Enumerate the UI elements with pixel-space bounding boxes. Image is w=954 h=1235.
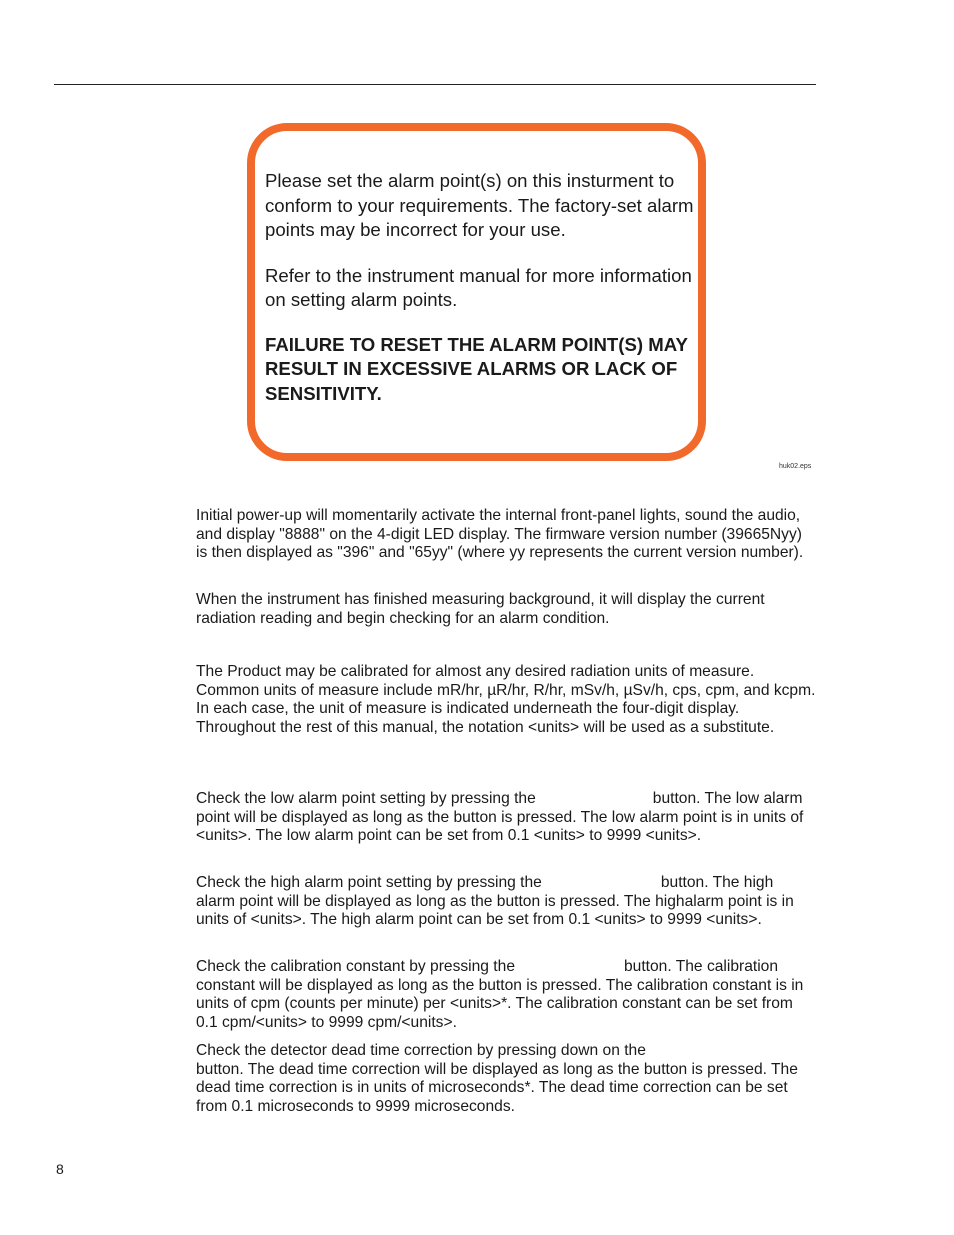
notice-body	[265, 169, 695, 406]
powerup-text-1: Initial power-up will momentarily activate the internal front-panel lights, sound the audio, and display "8888" on the 4-digit LED display. The firmware version number (39665Nyy) is then displayed as "396" and "65yy" (where yy represents the current version number).	[196, 507, 804, 562]
units-paragraph	[196, 663, 816, 738]
low-alarm-paragraph	[196, 790, 816, 846]
dead-time-paragraph	[196, 1042, 816, 1117]
page-number: 8	[56, 1161, 64, 1177]
notice-paragraph-1: Please set the alarm point(s) on this insturment to conform to your requirements. The factory-set alarm points may be incorrect for your use.	[265, 170, 694, 240]
powerup-text-2: When the instrument has finished measuring background, it will display the current radiation reading and begin checking for an alarm condition.	[196, 591, 765, 627]
dead-time-text-start: Check the detector dead time correction by pressing down on the	[196, 1042, 646, 1059]
notice-warning: FAILURE TO RESET THE ALARM POINT(S) MAY RESULT IN EXCESSIVE ALARMS OR LACK OF SENSITIVITY.	[265, 333, 688, 404]
powerup-paragraph-2	[196, 591, 816, 628]
dead-time-text-end: button. The dead time correction will be displayed as long as the button is pressed. The dead time correction is in units of microseconds*. The dead time correction can be set from 0.1 microseconds to 9999 microseconds.	[196, 1060, 798, 1116]
high-alarm-text-end: button. The high alarm point will be displayed as long as the button is pressed. The highalarm point is in units of <units>. The high alarm point can be set from 0.1 <units> to 9999 <units>.	[196, 874, 794, 929]
units-text: The Product may be calibrated for almost any desired radiation units of measure. Common units of measure include mR/hr, µR/hr, R/hr, mSv/h, µSv/h, cps, cpm, and kcpm. In each case, the unit of measure is indicated underneath the four-digit display. Throughout the rest of this manual, the notation <units> will be used as a substitute.	[196, 663, 816, 737]
header-rule	[54, 84, 816, 85]
notice-paragraph-2: Refer to the instrument manual for more information on setting alarm points.	[265, 264, 692, 310]
high-alarm-paragraph	[196, 874, 816, 930]
low-alarm-text-end: button. The low alarm point will be displayed as long as the button is pressed. The low alarm point is in units of <units>. The low alarm point can be set from 0.1 <units> to 9999 <units>.	[196, 790, 804, 845]
calibration-text-start: Check the calibration constant by pressing the	[196, 958, 515, 975]
figure-id: huk02.eps	[779, 463, 812, 470]
alarm-notice-box	[247, 123, 706, 461]
calibration-text-end: button. The calibration constant will be displayed as long as the button is pressed. The calibration constant is in units of cpm (counts per minute) per <units>*. The calibration constant can be set from 0.1 cpm/<units> to 9999 cpm/<units>.	[196, 958, 804, 1032]
powerup-paragraph-1	[196, 507, 816, 563]
calibration-paragraph	[196, 958, 816, 1033]
high-alarm-text-start: Check the high alarm point setting by pressing the	[196, 874, 542, 891]
low-alarm-text-start: Check the low alarm point setting by pressing the	[196, 790, 536, 807]
